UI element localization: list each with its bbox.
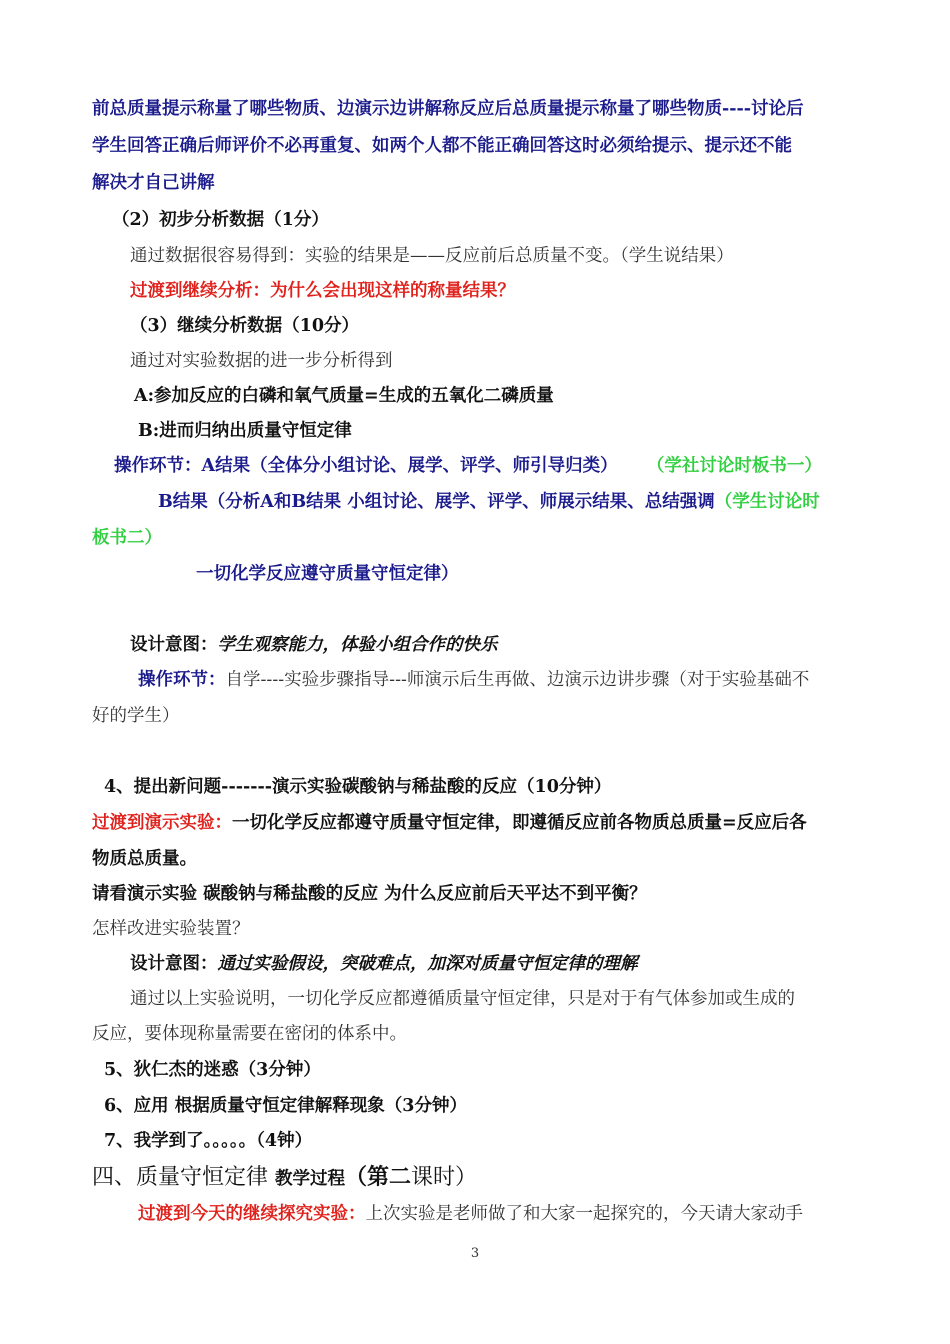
paragraph-line: 学生回答正确后师评价不必再重复、如两个人都不能正确回答这时必须给提示、提示还不能 xyxy=(92,136,792,156)
conclusion-b: B:进而归纳出质量守恒定律 xyxy=(138,421,352,441)
operation-step-text: 自学----实验步骤指导---师演示后生再做、边演示边讲步骤（对于实验基础不 xyxy=(225,670,810,690)
operation-step-label: 操作环节： xyxy=(138,670,226,690)
design-intent xyxy=(130,633,498,657)
chapter-lesson-suffix: 课时） xyxy=(411,1165,478,1190)
law-statement: 一切化学反应遵守质量守恒定律） xyxy=(196,564,459,584)
chapter-title: 四、质量守恒定律 xyxy=(92,1165,275,1190)
operation-step-text: 操作环节：A结果（全体分小组讨论、展学、评学、师引导归类） xyxy=(114,456,618,476)
section-heading: 7、我学到了。。。。。（4钟） xyxy=(104,1131,313,1151)
operation-step-line xyxy=(158,490,820,514)
section-heading: （2）初步分析数据（1分） xyxy=(112,210,329,230)
board-note: （学社讨论时板书一） xyxy=(655,456,822,476)
operation-step-line xyxy=(114,454,822,478)
design-intent-label: 设计意图： xyxy=(130,954,218,974)
transition-line xyxy=(138,1202,803,1226)
transition-text: 一切化学反应都遵守质量守恒定律，即遵循反应前各物质总质量=反应后各 xyxy=(232,813,807,833)
paragraph-line: 前总质量提示称量了哪些物质、边演示边讲解称反应后总质量提示称量了哪些物质----讨论后 xyxy=(92,99,804,119)
section-heading: 6、应用 根据质量守恒定律解释现象（3分钟） xyxy=(104,1096,467,1116)
transition-text: 上次实验是老师做了和大家一起探究的，今天请大家动手 xyxy=(365,1204,803,1224)
paragraph-line: 反应，要体现称量需要在密闭的体系中。 xyxy=(92,1024,407,1044)
paragraph-line: 好的学生） xyxy=(92,706,180,726)
paragraph-line: 通过对实验数据的进一步分析得到 xyxy=(130,351,393,371)
design-intent-text: 通过实验假设，突破难点，加深对质量守恒定律的理解 xyxy=(217,954,638,974)
design-intent-text: 学生观察能力，体验小组合作的快乐 xyxy=(217,635,498,655)
paragraph-line: 解决才自己讲解 xyxy=(92,173,215,193)
operation-step-text: B结果（分析A和B结果 小组讨论、展学、评学、师展示结果、总结强调 xyxy=(158,492,715,512)
section-heading: （3）继续分析数据（10分） xyxy=(130,316,360,336)
transition-label: 过渡到今天的继续探究实验： xyxy=(138,1204,366,1224)
board-note: 板书二） xyxy=(92,528,162,548)
conclusion-a: A:参加反应的白磷和氧气质量=生成的五氧化二磷质量 xyxy=(134,386,554,406)
chapter-subtitle: 教学过程 xyxy=(275,1169,345,1189)
design-intent xyxy=(130,952,638,976)
transition-line xyxy=(92,811,807,835)
paragraph-line: 请看演示实验 碳酸钠与稀盐酸的反应 为什么反应前后天平达不到平衡？ xyxy=(92,884,647,904)
paragraph-line: 通过以上实验说明，一切化学反应都遵循质量守恒定律，只是对于有气体参加或生成的 xyxy=(130,989,795,1009)
paragraph-line: 通过数据很容易得到：实验的结果是——反应前后总质量不变。（学生说结果） xyxy=(130,246,734,266)
page-number: 3 xyxy=(470,1246,480,1261)
operation-step-line xyxy=(138,668,809,692)
design-intent-label: 设计意图： xyxy=(130,635,218,655)
paragraph-line: 物质总质量。 xyxy=(92,849,197,869)
section-heading: 5、狄仁杰的迷惑（3分钟） xyxy=(104,1060,321,1080)
transition-label: 过渡到演示实验： xyxy=(92,813,232,833)
chapter-lesson: （第二 xyxy=(345,1164,412,1190)
chapter-heading xyxy=(92,1162,477,1194)
transition-line: 过渡到继续分析：为什么会出现这样的称量结果？ xyxy=(130,281,515,301)
section-heading: 4、提出新问题-------演示实验碳酸钠与稀盐酸的反应（10分钟） xyxy=(104,777,612,797)
paragraph-line: 怎样改进实验装置？ xyxy=(92,919,250,939)
board-note: （学生讨论时 xyxy=(714,492,820,512)
